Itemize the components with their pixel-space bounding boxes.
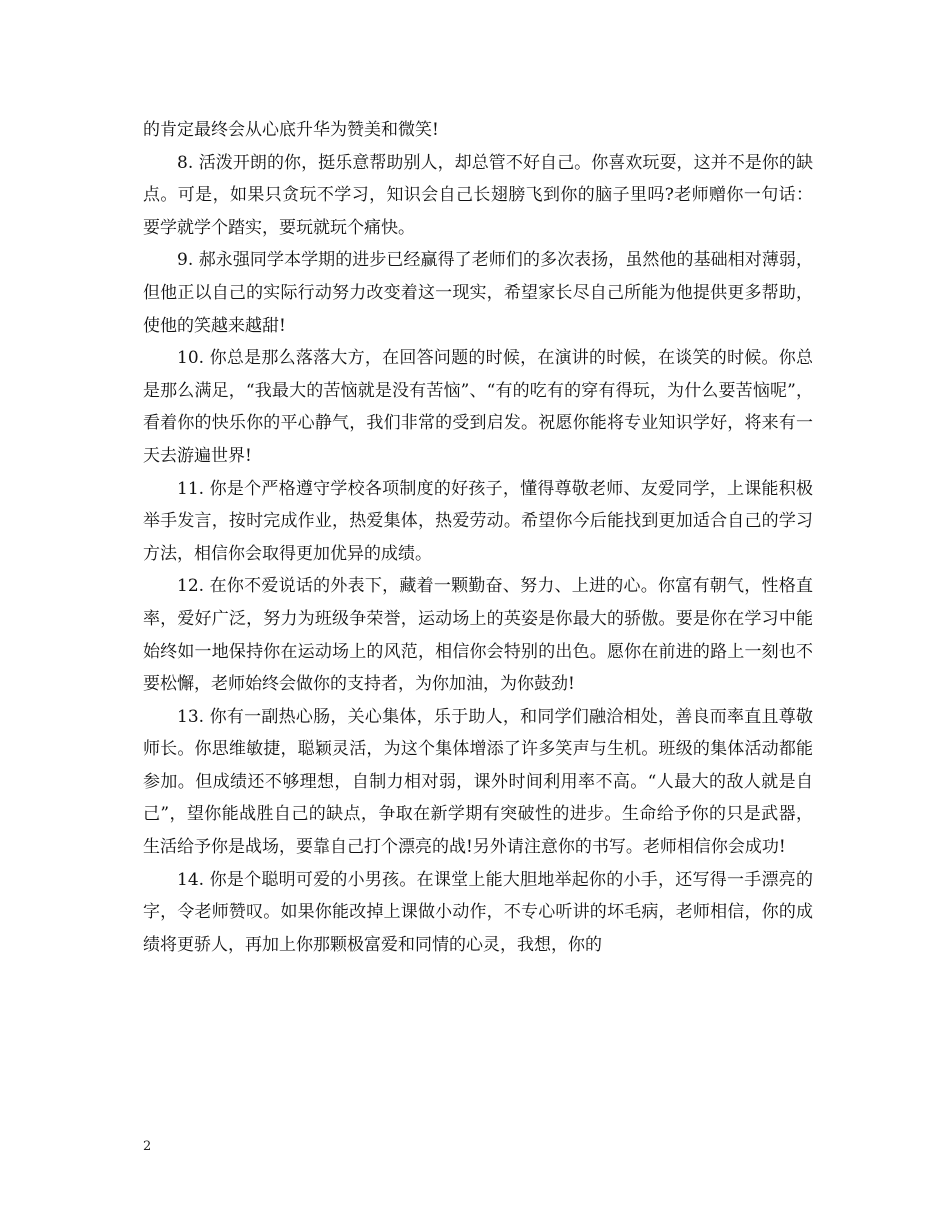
paragraph-continuation: 的肯定最终会从心底升华为赞美和微笑! [143, 120, 439, 140]
paragraph-10: 10. 你总是那么落落大方，在回答问题的时候，在演讲的时候，在谈笑的时候。你总是那么满足，“我最大的苦恼就是没有苦恼”、“有的吃有的穿有得玩，为什么要苦恼呢”，看着你的快乐你的平心静气，我们非常的受到启发。祝愿你能将专业知识学好，将来有一天去游遍世界! [143, 348, 813, 466]
page-number: 2 [143, 1139, 152, 1154]
paragraph-9: 9. 郝永强同学本学期的进步已经赢得了老师们的多次表扬，虽然他的基础相对薄弱，但他正以自己的实际行动努力改变着这一现实，希望家长尽自己所能为他提供更多帮助，使他的笑越来越甜! [143, 250, 813, 336]
document-body [143, 114, 813, 961]
paragraph-13: 13. 你有一副热心肠，关心集体，乐于助人，和同学们融洽相处，善良而率直且尊敬师长。你思维敏捷，聪颖灵活，为这个集体增添了许多笑声与生机。班级的集体活动都能参加。但成绩还不够理想，自制力相对弱，课外时间利用率不高。“人最大的敌人就是自己”，望你能战胜自己的缺点，争取在新学期有突破性的进步。生命给予你的只是武器，生活给予你是战场，要靠自己打个漂亮的战!另外请注意你的书写。老师相信你会成功! [143, 706, 813, 858]
paragraph-14: 14. 你是个聪明可爱的小男孩。在课堂上能大胆地举起你的小手，还写得一手漂亮的字，令老师赞叹。如果你能改掉上课做小动作，不专心听讲的坏毛病，老师相信，你的成绩将更骄人，再加上你那颗极富爱和同情的心灵，我想，你的 [143, 869, 813, 955]
paragraph-11: 11. 你是个严格遵守学校各项制度的好孩子，懂得尊敬老师、友爱同学，上课能积极举手发言，按时完成作业，热爱集体，热爱劳动。希望你今后能找到更加适合自己的学习方法，相信你会取得更加优异的成绩。 [143, 478, 813, 564]
paragraph-12: 12. 在你不爱说话的外表下，藏着一颗勤奋、努力、上进的心。你富有朝气，性格直率，爱好广泛，努力为班级争荣誉，运动场上的英姿是你最大的骄傲。要是你在学习中能始终如一地保持你在运动场上的风范，相信你会特别的出色。愿你在前进的路上一刻也不要松懈，老师始终会做你的支持者，为你加油，为你鼓劲! [143, 576, 813, 695]
paragraph-8: 8. 活泼开朗的你，挺乐意帮助别人，却总管不好自己。你喜欢玩耍，这并不是你的缺点。可是，如果只贪玩不学习，知识会自己长翅膀飞到你的脑子里吗?老师赠你一句话：要学就学个踏实，要玩就玩个痛快。 [143, 152, 813, 238]
